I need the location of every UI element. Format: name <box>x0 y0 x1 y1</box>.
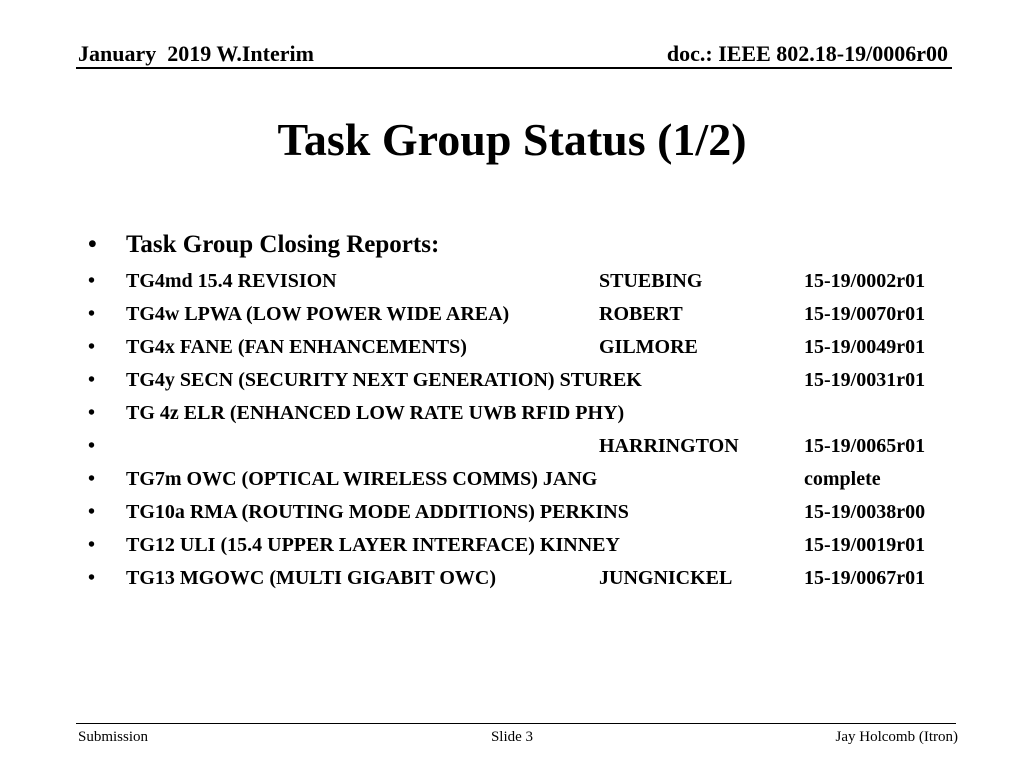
intro-text: Task Group Closing Reports: <box>126 231 440 258</box>
footer-divider <box>76 723 956 724</box>
bullet-icon: • <box>88 303 96 325</box>
report-chair: GILMORE <box>599 336 698 358</box>
slide-title: Task Group Status (1/2) <box>277 114 747 165</box>
report-chair: ROBERT <box>599 303 683 325</box>
report-task-group: TG4md 15.4 REVISION <box>126 270 337 292</box>
bullet-icon: • <box>88 402 96 424</box>
report-task-group: TG10a RMA (ROUTING MODE ADDITIONS) PERKINS <box>126 501 629 523</box>
report-chair: JUNGNICKEL <box>599 567 733 589</box>
footer-submission: Submission <box>78 729 149 745</box>
report-document: 15-19/0002r01 <box>804 270 926 292</box>
report-document: 15-19/0031r01 <box>804 369 926 391</box>
report-row <box>88 398 968 431</box>
report-task-group: TG12 ULI (15.4 UPPER LAYER INTERFACE) KINNEY <box>126 534 620 556</box>
report-task-group: TG 4z ELR (ENHANCED LOW RATE UWB RFID PHY) <box>126 402 625 424</box>
report-document: 15-19/0038r00 <box>804 501 926 523</box>
report-chair: HARRINGTON <box>599 435 739 457</box>
header-divider <box>76 67 952 69</box>
bullet-icon: • <box>88 336 96 358</box>
report-task-group: TG4w LPWA (LOW POWER WIDE AREA) <box>126 303 510 325</box>
report-row <box>88 464 968 497</box>
bullet-icon: • <box>88 534 96 556</box>
closing-reports-list <box>88 266 968 596</box>
report-document: complete <box>804 468 881 490</box>
bullet-icon: • <box>88 231 97 258</box>
report-chair: STUEBING <box>599 270 703 292</box>
report-task-group: TG4x FANE (FAN ENHANCEMENTS) <box>126 336 467 358</box>
footer-author: Jay Holcomb (Itron) <box>835 729 958 745</box>
report-row <box>88 431 968 464</box>
report-task-group: TG4y SECN (SECURITY NEXT GENERATION) STUREK <box>126 369 642 391</box>
report-row <box>88 365 968 398</box>
report-row <box>88 497 968 530</box>
report-document: 15-19/0067r01 <box>804 567 926 589</box>
bullet-icon: • <box>88 501 96 523</box>
bullet-icon: • <box>88 270 96 292</box>
bullet-icon: • <box>88 567 96 589</box>
report-document: 15-19/0065r01 <box>804 435 926 457</box>
report-row <box>88 299 968 332</box>
report-row <box>88 563 968 596</box>
report-row <box>88 266 968 299</box>
report-document: 15-19/0049r01 <box>804 336 926 358</box>
bullet-icon: • <box>88 468 96 490</box>
report-document: 15-19/0019r01 <box>804 534 926 556</box>
bullet-icon: • <box>88 435 96 457</box>
report-row <box>88 530 968 563</box>
report-row <box>88 332 968 365</box>
report-task-group: TG7m OWC (OPTICAL WIRELESS COMMS) JANG <box>126 468 598 490</box>
report-task-group: TG13 MGOWC (MULTI GIGABIT OWC) <box>126 567 497 589</box>
report-document: 15-19/0070r01 <box>804 303 926 325</box>
footer-slide-number: Slide 3 <box>490 729 534 745</box>
header-doc-number: doc.: IEEE 802.18-19/0006r00 <box>666 41 948 66</box>
bullet-icon: • <box>88 369 96 391</box>
header-date-session: January 2019 W.Interim <box>78 41 314 66</box>
